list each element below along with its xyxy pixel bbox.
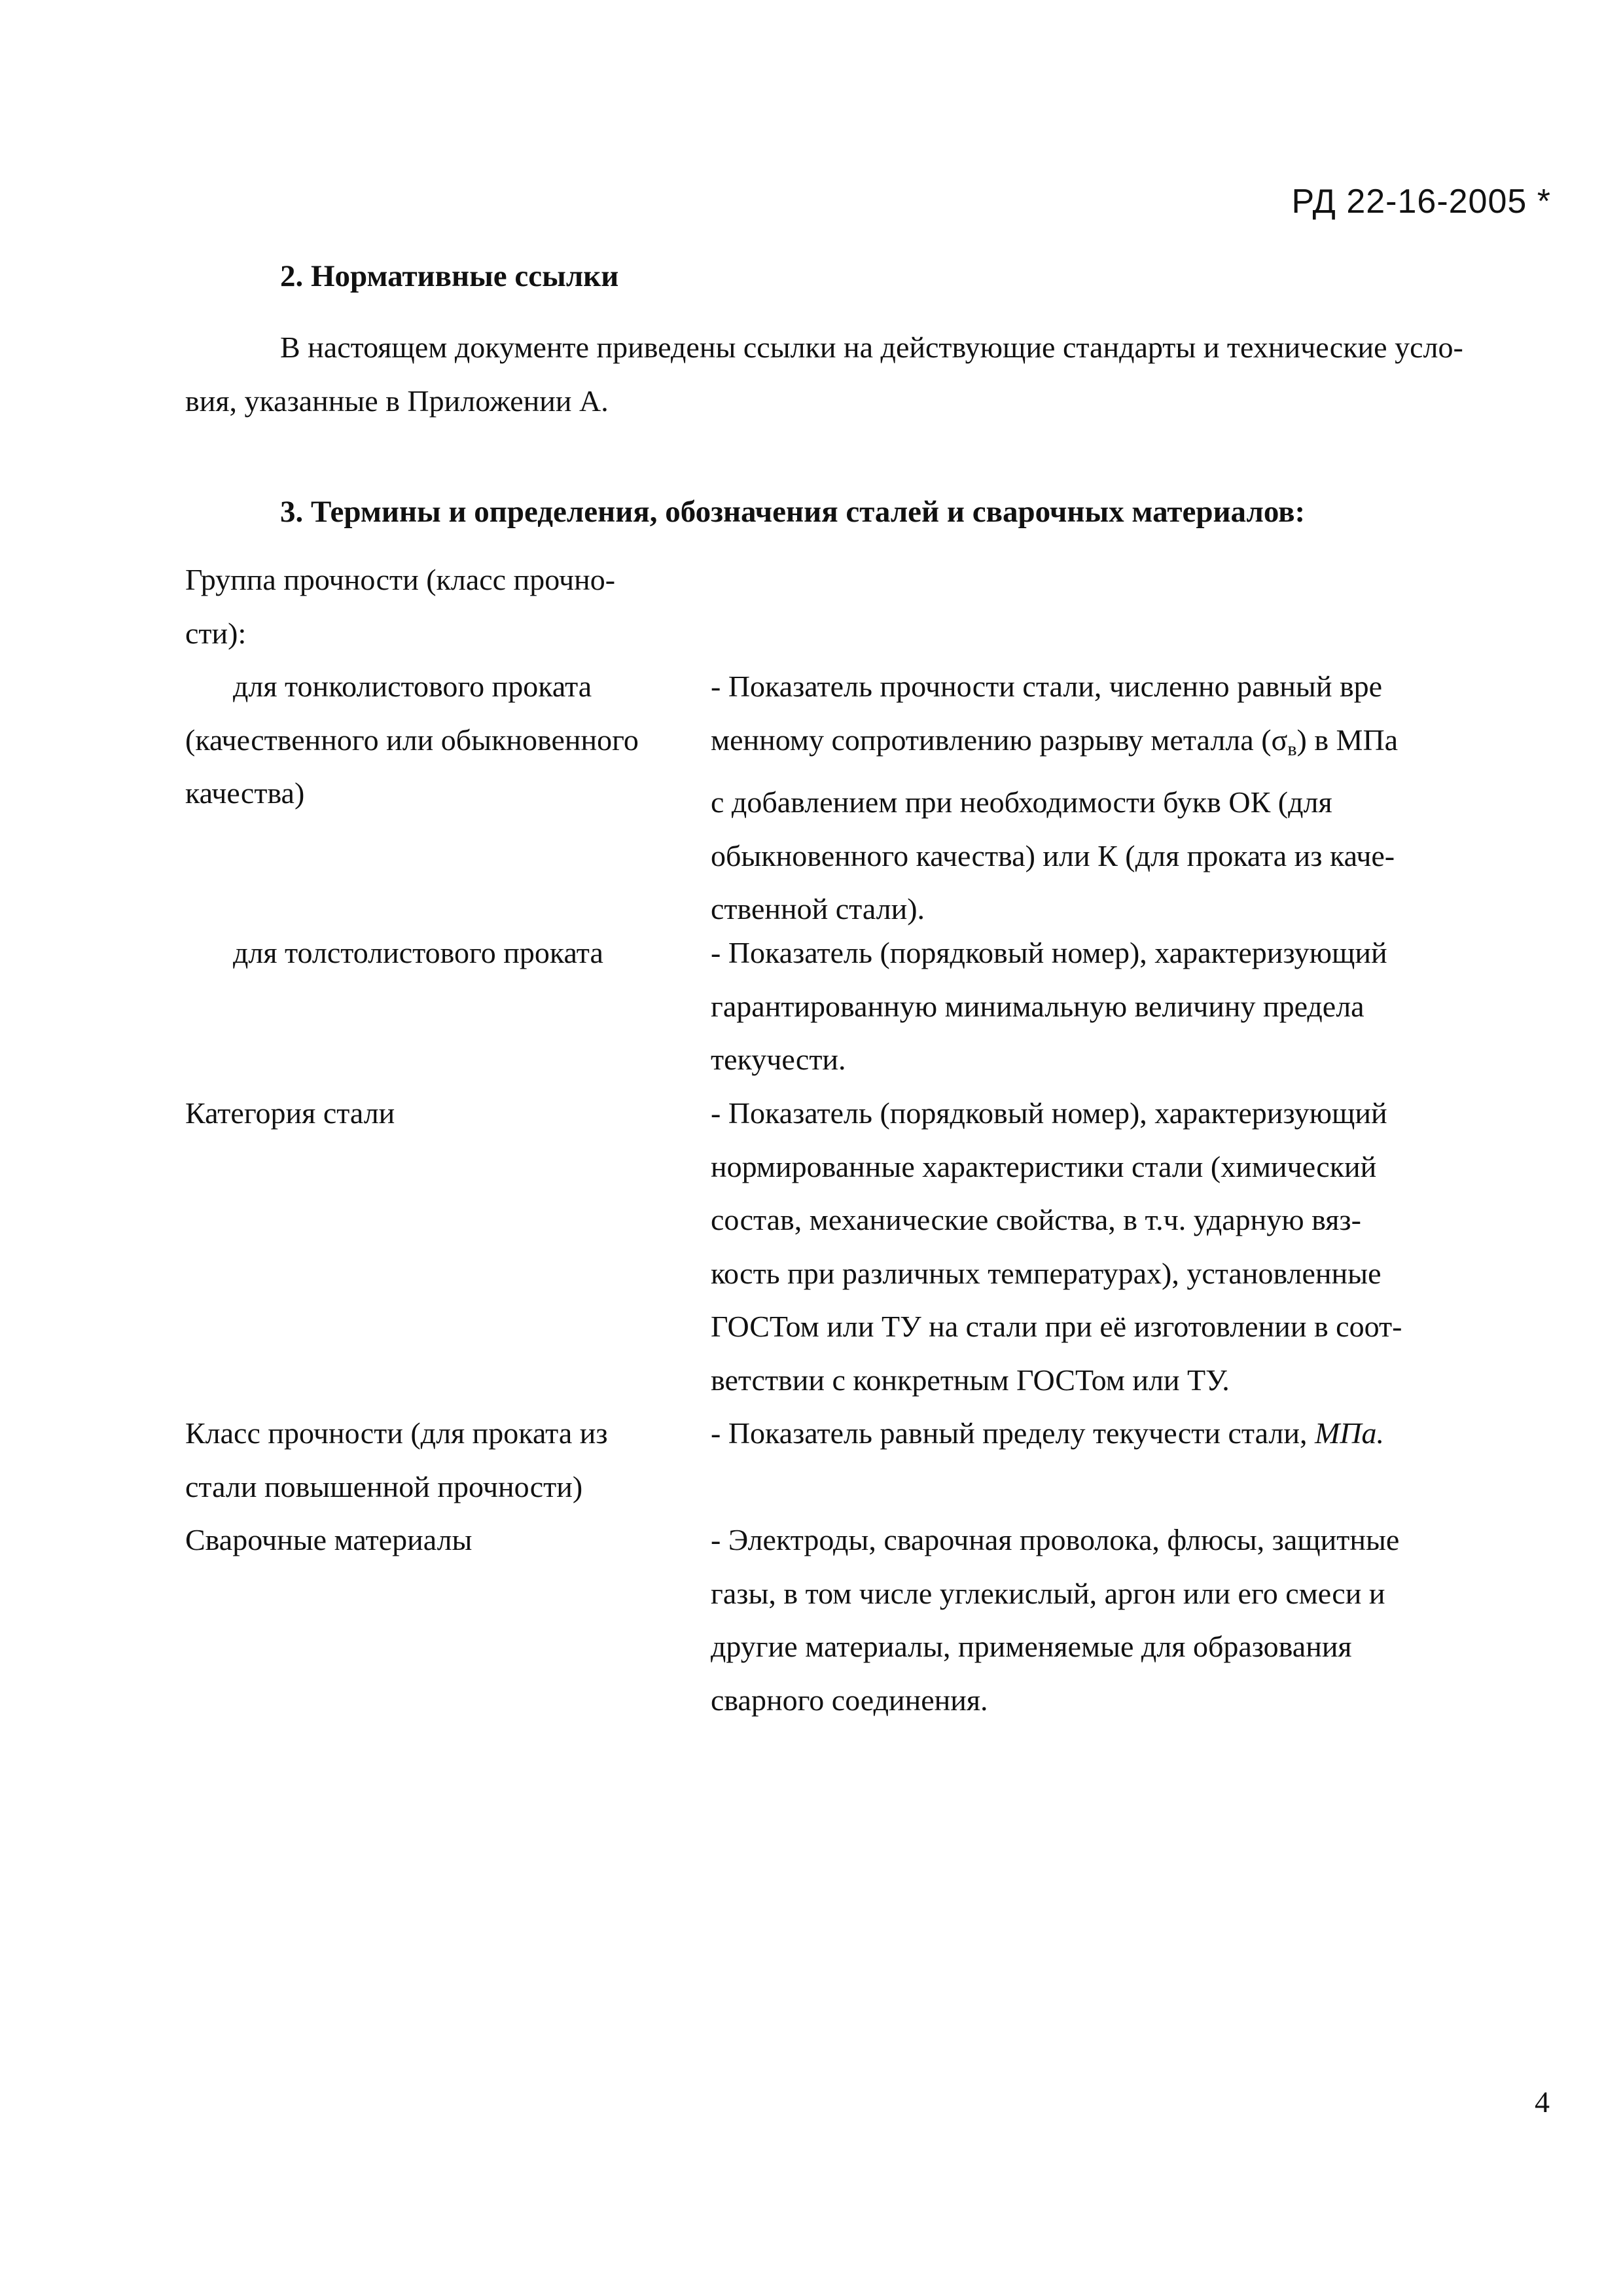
section-2-paragraph [185,321,1527,428]
term-name-line: Категория стали [185,1096,395,1130]
term-def-line: состав, механические свойства, в т.ч. ударную вяз- [711,1203,1361,1236]
term-name [185,926,696,980]
term-def-text: ) в МПа [1296,723,1399,757]
term-def-line: сварного соединения. [711,1683,988,1717]
term-def-line: ГОСТом или ТУ на стали при её изготовлении в соот- [711,1310,1402,1343]
term-def-line: нормированные характеристики стали (химический [711,1149,1377,1183]
term-def-line: кость при различных температурах), установленные [711,1256,1382,1290]
term-def-line: - Электроды, сварочная проволока, флюсы, защитные [711,1523,1400,1556]
term-def-line: гарантированную минимальную величину предела [711,989,1364,1023]
term-def-text: - Показатель равный пределу текучести стали, [711,1416,1315,1450]
term-name-line: для тонколистового проката [233,670,592,703]
term-name-line: качества) [185,776,305,810]
paragraph-line: вия, указанные в Приложении А. [185,384,609,418]
term-name [185,1407,696,1513]
term-def-line: обыкновенного качества) или К (для проката из каче- [711,838,1395,872]
term-def-line: ветствии с конкретным ГОСТом или ТУ. [711,1363,1230,1397]
term-definition [711,660,1496,936]
term-name-line: для толстолистового проката [233,936,603,969]
term-def-line: текучести. [711,1043,846,1076]
term-definition [711,1407,1496,1460]
unit-mpa: МПа. [1314,1416,1385,1450]
term-name [185,660,696,820]
term-def-line: ственной стали). [711,892,925,925]
term-def-text: менному сопротивлению разрыву металла (σ [711,723,1288,757]
page-number: 4 [1535,2085,1550,2119]
term-name-line: (качественного или обыкновенного [185,723,639,757]
term-definition [711,1513,1496,1727]
term-definition [711,926,1496,1086]
term-def-line [711,1407,1496,1460]
section-3-heading: 3. Термины и определения, обозначения сталей и сварочных материалов: [280,495,1306,529]
term-definition [711,1086,1496,1407]
term-def-line: другие материалы, применяемые для образования [711,1630,1352,1663]
term-def-line: - Показатель (порядковый номер), характеризующий [711,1096,1387,1130]
paragraph-line: В настоящем документе приведены ссылки на действующие стандарты и технические усло- [280,331,1463,364]
sigma-subscript: в [1287,738,1297,760]
term-def-line [711,713,1496,776]
section-2-heading: 2. Нормативные ссылки [280,259,619,293]
term-name [185,1513,696,1567]
term-def-line: - Показатель прочности стали, численно равный вре [711,670,1383,703]
term-name-line: стали повышенной прочности) [185,1469,583,1503]
term-name [185,1086,696,1140]
term-name-line: Сварочные материалы [185,1523,473,1556]
term-name-line: Класс прочности (для проката из [185,1416,608,1450]
term-def-line: газы, в том числе углекислый, аргон или его смеси и [711,1576,1385,1610]
term-def-line: с добавлением при необходимости букв ОК (для [711,785,1332,819]
term-name-line: Группа прочности (класс прочно- [185,563,616,596]
term-name-line: сти): [185,616,247,650]
term-name [185,553,696,660]
document-code: РД 22-16-2005 * [1291,183,1551,221]
term-def-line: - Показатель (порядковый номер), характеризующий [711,936,1387,969]
